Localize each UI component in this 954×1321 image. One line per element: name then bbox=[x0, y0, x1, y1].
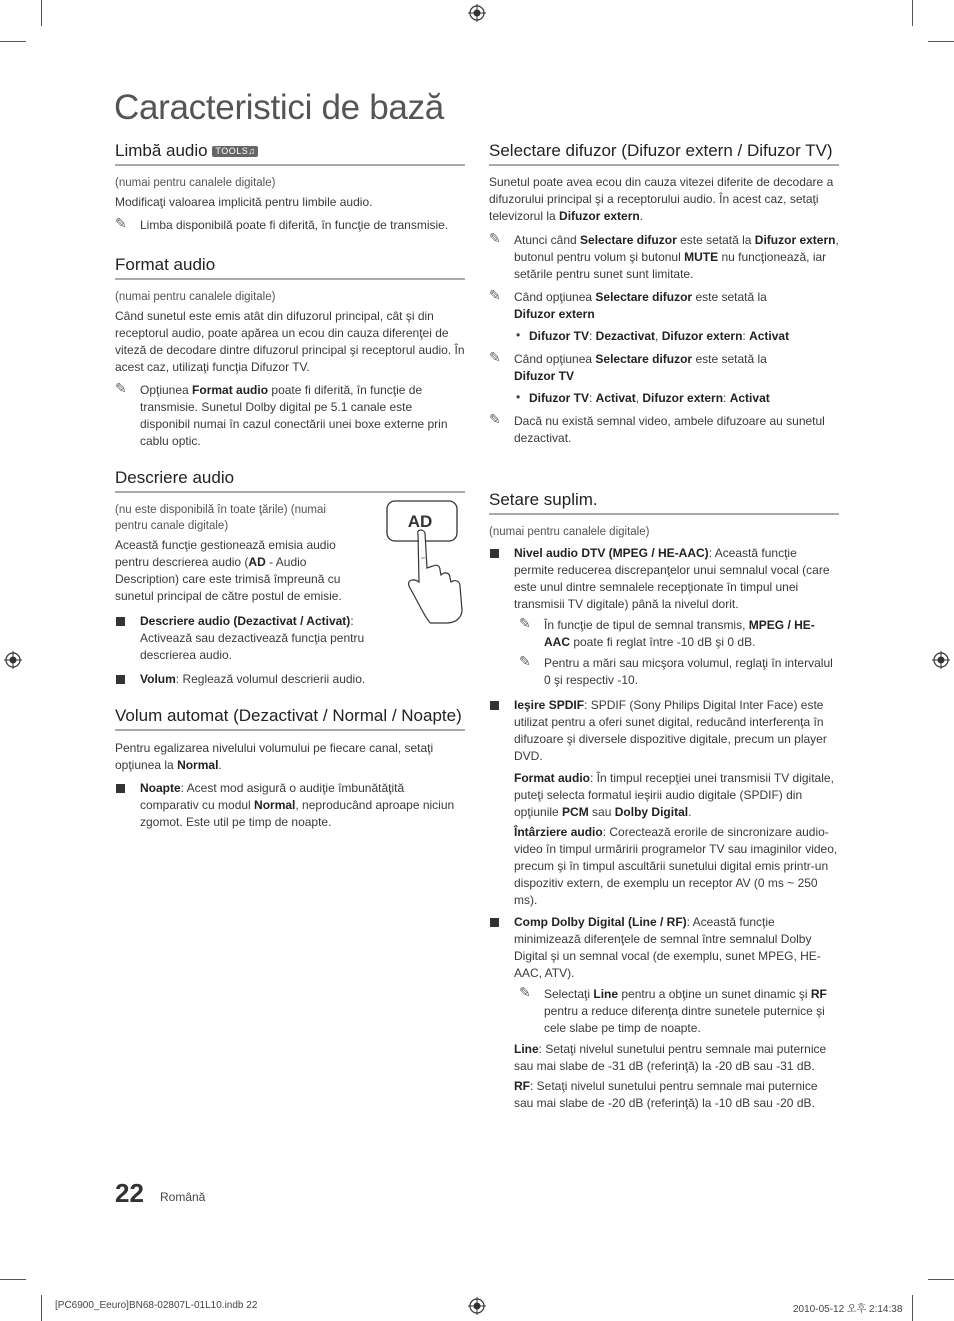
section-heading: Format audio bbox=[115, 254, 465, 280]
bold-text: Volum bbox=[140, 672, 176, 686]
bold-text: Difuzor TV bbox=[529, 391, 589, 405]
section-format-audio bbox=[115, 254, 465, 450]
crop-mark bbox=[912, 0, 913, 26]
bold-text: Selectare difuzor bbox=[595, 352, 693, 366]
paragraph bbox=[514, 770, 839, 821]
bullet-item bbox=[115, 780, 465, 831]
crop-mark bbox=[0, 1279, 26, 1280]
text: pentru a obţine un sunet dinamic şi bbox=[618, 987, 811, 1001]
dot-item: • Difuzor TV: Activat, Difuzor extern: Activat bbox=[516, 390, 770, 405]
pencil-note-icon: ✎ bbox=[519, 653, 531, 669]
crop-mark bbox=[928, 1279, 954, 1280]
tools-badge-icon: TOOLS♫ bbox=[212, 146, 258, 157]
bold-text: Comp Dolby Digital (Line / RF) bbox=[514, 915, 687, 929]
text: este setată la bbox=[692, 352, 767, 366]
text: : Corectează erorile de sincronizare audio-video în timpul urmăririi programelor TV sau imaginilor video, precum şi în timpul ascultării sunetului digital emis printr-un dispozitiv extern, de exemplu un receptor AV (0 ms ~ 250 ms). bbox=[514, 825, 838, 907]
bold-text: Line bbox=[514, 1042, 539, 1056]
text: nu funcţionează, iar setările pentru sunet sunt limitate. bbox=[514, 250, 827, 281]
text: Când opţiunea bbox=[514, 290, 596, 304]
paragraph: Când sunetul este emis atât din difuzorul principal, cât şi din receptorul audio, poate apărea un ecou din cauza diferenţei de viteză de decodare dintre difuzorul principal şi receptorul audio. În acest caz, utilizaţi funcţia Difuzor TV. bbox=[115, 309, 465, 374]
paragraph bbox=[115, 537, 350, 605]
note-bold: Format audio bbox=[192, 383, 269, 397]
pencil-note-icon: ✎ bbox=[489, 287, 501, 303]
bullet-dot-icon: • bbox=[516, 390, 521, 404]
crop-mark bbox=[0, 41, 26, 42]
text: : SPDIF (Sony Philips Digital Inter Face) este utilizat pentru a oferi sunet digital, reducând interferenţa în difuzoare şi diversele dispozitive digitale, precum un player DVD. bbox=[514, 698, 827, 763]
paragraph bbox=[115, 740, 465, 774]
ad-button-label: AD bbox=[407, 512, 433, 531]
square-bullet-icon bbox=[116, 784, 125, 793]
section-limba-audio bbox=[115, 140, 465, 234]
registration-mark-icon bbox=[4, 651, 22, 669]
pencil-note-icon: ✎ bbox=[519, 615, 531, 631]
bold-text: Difuzor TV bbox=[529, 329, 589, 343]
dot-item: • Difuzor TV: Dezactivat, Difuzor extern: Activat bbox=[516, 328, 790, 343]
text: : Acest mod asigură o audiţie îmbunătăţită comparativ cu modul bbox=[140, 781, 405, 812]
section-selectare-difuzor bbox=[489, 140, 839, 447]
text: Selectaţi bbox=[544, 987, 594, 1001]
bold-text: Selectare difuzor bbox=[595, 290, 693, 304]
bold-text: Dolby Digital bbox=[614, 805, 689, 819]
text: : În timpul recepţiei unei transmisii TV digitale, puteţi selecta formatul ieşirii audio digitale (SPDIF) din opţiunile bbox=[514, 771, 834, 819]
text: . bbox=[218, 758, 222, 772]
text: În funcţie de tipul de semnal transmis, bbox=[544, 618, 749, 632]
bold-text: Difuzor extern bbox=[754, 233, 836, 247]
language-label: Română bbox=[160, 1190, 206, 1204]
footer-date: 2010-05-12 오후 2:14:38 bbox=[793, 1304, 903, 1315]
text: este setată la bbox=[692, 290, 767, 304]
scope-note: (numai pentru canalele digitale) bbox=[489, 526, 650, 538]
text: Sunetul poate avea ecou din cauza vitezei diferite de decodare a difuzorului principal şi a receptorului audio. În acest caz, setaţi televizorul la bbox=[489, 175, 834, 223]
bold-text: Activat bbox=[595, 391, 636, 405]
bold-text: Activat bbox=[749, 329, 790, 343]
bullet-item bbox=[115, 613, 370, 664]
footer-file: [PC6900_Eeuro]BN68-02807L-01L10.indb 22 bbox=[55, 1300, 258, 1311]
pencil-note-icon: ✎ bbox=[519, 984, 531, 1000]
section-heading: Descriere audio bbox=[115, 467, 465, 493]
section-heading: Selectare difuzor (Difuzor extern / Difuzor TV) bbox=[489, 140, 839, 166]
note bbox=[519, 655, 839, 689]
note bbox=[115, 382, 465, 450]
note bbox=[489, 232, 839, 283]
bold-text: Nivel audio DTV (MPEG / HE-AAC) bbox=[514, 546, 709, 560]
text: Dacă nu există semnal video, ambele difuzoare au sunetul dezactivat. bbox=[514, 414, 825, 445]
bold-text: Descriere audio (Dezactivat / Activat) bbox=[140, 614, 351, 628]
paragraph bbox=[514, 1041, 839, 1075]
bold-text: Dezactivat bbox=[595, 329, 656, 343]
section-heading: Volum automat (Dezactivat / Normal / Noapte) bbox=[115, 705, 465, 731]
bullet-item bbox=[489, 545, 839, 613]
pencil-note-icon: ✎ bbox=[489, 230, 501, 246]
text: - Audio Description) care este trimisă împreună cu sunetul principal de către postul de emisie. bbox=[115, 555, 342, 603]
text: pentru a reduce diferenţa dintre sunetele puternice şi cele slabe pe timp de noapte. bbox=[544, 1004, 825, 1035]
bold-text: RF bbox=[514, 1079, 530, 1093]
bold-text: Difuzor extern bbox=[642, 391, 724, 405]
text: , butonul pentru volum şi butonul bbox=[514, 233, 839, 264]
crop-mark bbox=[41, 0, 42, 26]
text: Când opţiunea bbox=[514, 352, 596, 366]
text: : Această funcţie minimizează diferenţele de semnal între semnalul Dolby Digital şi un semnal vocal (de exemplu, sunet MPEG, HE-AAC, ATV). bbox=[514, 915, 821, 980]
paragraph: Modificaţi valoarea implicită pentru limbile audio. bbox=[115, 195, 373, 209]
registration-mark-icon bbox=[932, 651, 950, 669]
bold-text: Noapte bbox=[140, 781, 181, 795]
bold-text: MUTE bbox=[684, 250, 719, 264]
pencil-note-icon: ✎ bbox=[489, 349, 501, 365]
bold-text: Line bbox=[593, 987, 619, 1001]
text: . bbox=[639, 209, 644, 223]
crop-mark bbox=[41, 1295, 42, 1321]
bold-text: Difuzor extern bbox=[559, 209, 640, 223]
square-bullet-icon bbox=[116, 617, 125, 626]
bold-text: Normal bbox=[254, 798, 296, 812]
text: sau bbox=[588, 805, 615, 819]
bold-text: RF bbox=[810, 987, 827, 1001]
scope-note: (nu este disponibilă în toate ţările) (numai pentru canale digitale) bbox=[115, 504, 326, 532]
text: : Reglează volumul descrierii audio. bbox=[175, 672, 366, 686]
scope-note: (numai pentru canalele digitale) bbox=[115, 291, 276, 303]
note bbox=[489, 289, 839, 323]
bold-text: Normal bbox=[177, 758, 219, 772]
text: Pentru egalizarea nivelului volumului pe fiecare canal, setaţi opţiunea la bbox=[115, 741, 434, 772]
bold-text: PCM bbox=[562, 805, 589, 819]
note bbox=[519, 986, 839, 1037]
page-title: Caracteristici de bază bbox=[114, 88, 444, 127]
bullet-item bbox=[489, 697, 839, 765]
bold-text: Difuzor extern bbox=[514, 307, 595, 321]
text: : Activează sau dezactivează funcţia pentru descrierea audio. bbox=[140, 614, 365, 662]
section-heading: Setare suplim. bbox=[489, 489, 839, 515]
paragraph bbox=[514, 824, 839, 909]
square-bullet-icon bbox=[490, 918, 499, 927]
text: , neproducând aproape niciun zgomot. Este util pe timp de noapte. bbox=[140, 798, 455, 829]
bold-text: Difuzor extern bbox=[661, 329, 743, 343]
page-number: 22 bbox=[115, 1178, 144, 1208]
bullet-item bbox=[115, 671, 465, 688]
bold-text: Întârziere audio bbox=[514, 825, 603, 839]
text: poate fi reglat între -10 dB şi 0 dB. bbox=[570, 635, 756, 649]
text: . bbox=[688, 805, 692, 819]
bold-text: Activat bbox=[729, 391, 770, 405]
square-bullet-icon bbox=[116, 675, 125, 684]
note bbox=[519, 617, 839, 651]
text: : Setaţi nivelul sunetului pentru semnale mai puternice sau mai slabe de -20 dB (referinţă) la -10 dB sau -20 dB. bbox=[514, 1079, 818, 1110]
bullet-item bbox=[489, 914, 839, 982]
text: este setată la bbox=[676, 233, 755, 247]
bold-text: Selectare difuzor bbox=[580, 233, 677, 247]
note bbox=[115, 217, 465, 234]
text: Această funcţie gestionează emisia audio pentru descrierea audio ( bbox=[115, 538, 336, 569]
text: : Această funcţie permite reducerea discrepanţelor unui semnalul vocal (care este unul dintre semnalele recepţionate în timpul unei transmisii TV digitale) până la nivelul dorit. bbox=[514, 546, 830, 611]
note-text: poate fi diferită, în funcţie de transmisie. Sunetul Dolby digital pe 5.1 canale este disponibil numai în cazul conectării unei boxe externe prin cablu optic. bbox=[140, 383, 448, 448]
pencil-note-icon: ✎ bbox=[489, 411, 501, 427]
square-bullet-icon bbox=[490, 549, 499, 558]
note bbox=[489, 413, 839, 447]
paragraph bbox=[514, 1078, 839, 1112]
crop-mark bbox=[928, 41, 954, 42]
scope-note: (numai pentru canalele digitale) bbox=[115, 177, 276, 189]
note-text: Opţiunea bbox=[140, 383, 193, 397]
bold-text: MPEG / HE-AAC bbox=[544, 618, 815, 649]
crop-mark bbox=[912, 1295, 913, 1321]
bold-text: Ieşire SPDIF bbox=[514, 698, 585, 712]
paragraph bbox=[489, 174, 839, 225]
bold-text: AD bbox=[248, 555, 266, 569]
section-setare-suplim bbox=[489, 489, 839, 1112]
heading-text: Limbă audio bbox=[115, 141, 208, 160]
note-text: Limba disponibilă poate fi diferită, în funcţie de transmisie. bbox=[140, 218, 449, 232]
section-heading bbox=[115, 140, 465, 166]
text: Atunci când bbox=[514, 233, 581, 247]
registration-mark-icon bbox=[468, 4, 486, 22]
bold-text: Difuzor TV bbox=[514, 369, 574, 383]
note bbox=[489, 351, 839, 385]
registration-mark-icon bbox=[468, 1297, 486, 1315]
text: : Setaţi nivelul sunetului pentru semnale mai puternice sau mai slabe de -31 dB (referinţă) la -20 dB sau -31 dB. bbox=[514, 1042, 827, 1073]
bullet-dot-icon: • bbox=[516, 328, 521, 342]
bold-text: Format audio bbox=[514, 771, 591, 785]
square-bullet-icon bbox=[490, 701, 499, 710]
pencil-note-icon: ✎ bbox=[115, 380, 127, 396]
section-volum-automat bbox=[115, 705, 465, 831]
pencil-note-icon: ✎ bbox=[115, 215, 127, 231]
text: Pentru a mări sau micşora volumul, reglaţi în intervalul 0 şi respectiv -10. bbox=[544, 656, 833, 687]
